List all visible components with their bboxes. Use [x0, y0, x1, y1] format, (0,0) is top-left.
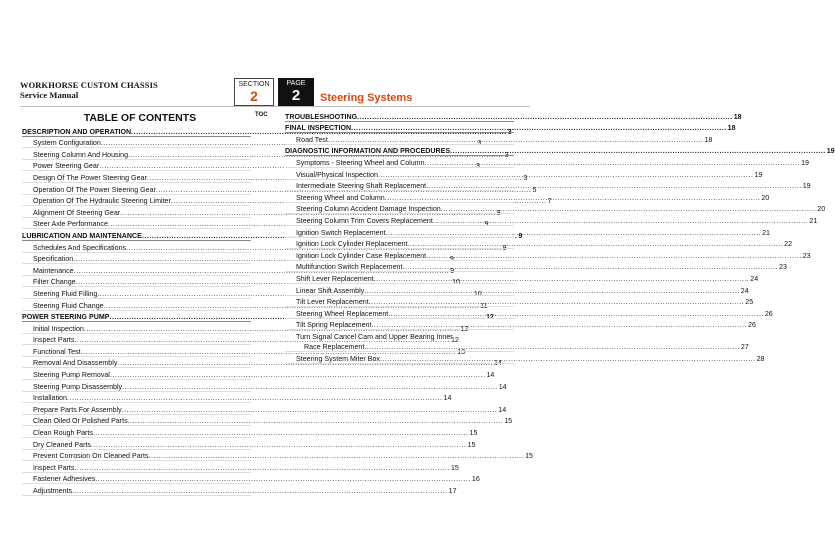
toc-entry-page: 18: [733, 112, 742, 121]
toc-leader-dots: [91, 441, 467, 449]
toc-entry-title: Maintenance: [33, 266, 74, 275]
toc-entry-page: 14: [443, 394, 452, 403]
toc-entry-page: 9: [450, 266, 455, 275]
toc-entry-title: Steering Column Trim Covers Replacement: [296, 216, 433, 225]
toc-entry[interactable]: [285, 261, 787, 273]
toc-entry-page: 9: [449, 255, 454, 264]
toc-entry-title: Prepare Parts For Assembly: [33, 405, 122, 414]
toc-entry-title: Visual/Physical Inspection: [296, 170, 378, 179]
page-label: PAGE: [286, 80, 306, 87]
toc-entry-page: 10: [473, 289, 482, 298]
toc-entry[interactable]: [285, 168, 763, 180]
toc-entry-page: 28: [756, 355, 765, 364]
toc-entry-title: Steering Pump Removal: [33, 371, 110, 380]
toc-entry-page: 14: [486, 371, 495, 380]
toc-entry-page: 7: [547, 197, 552, 206]
toc-entry-page: 21: [809, 216, 818, 225]
toc-section-heading[interactable]: [285, 110, 742, 122]
toc-entry-title: Multifunction Switch Replacement: [296, 263, 403, 272]
toc-right-column: [285, 110, 835, 364]
brand-name: WORKHORSE CUSTOM CHASSIS: [20, 80, 158, 90]
toc-entry-page: 3: [523, 173, 528, 182]
toc-entry[interactable]: [285, 341, 749, 353]
toc-entry-title: Operation Of The Hydraulic Steering Limiter: [33, 197, 171, 206]
toc-entry-title: Ignition Switch Replacement: [296, 228, 386, 237]
toc-entry-title: FINAL INSPECTION: [285, 124, 352, 133]
toc-section-heading[interactable]: [285, 122, 736, 134]
toc-entry-page: 10: [452, 278, 461, 287]
toc-entry-title: Symptoms - Steering Wheel and Column: [296, 158, 425, 167]
toc-leader-dots: [385, 194, 761, 202]
toc-entry-title: Steering Fluid Change: [33, 301, 104, 310]
toc-leader-dots: [371, 321, 747, 329]
toc-entry-page: 20: [761, 193, 770, 202]
toc-entry-page: 22: [784, 240, 793, 249]
toc-entry-page: 5: [532, 185, 537, 194]
toc-leader-dots: [426, 182, 802, 190]
toc-entry-title: Linear Shift Assembly: [296, 286, 365, 295]
toc-entry-page: 26: [748, 321, 756, 330]
toc-entry[interactable]: [22, 403, 507, 415]
toc-leader-dots: [402, 263, 778, 271]
toc-entry-page: 3: [504, 150, 509, 159]
toc-entry-page: 23: [779, 263, 787, 272]
toc-entry[interactable]: [285, 272, 759, 287]
toc-entry[interactable]: [22, 415, 513, 427]
toc-entry-title: TROUBLESHOOTING: [285, 112, 358, 121]
toc-entry-title: Removal And Disassembly: [33, 359, 118, 368]
toc-entry[interactable]: [22, 450, 533, 462]
brand-block: [20, 80, 158, 100]
toc-entry-title: System Configuration: [33, 139, 101, 148]
toc-entry-title: Steering Wheel and Column: [296, 193, 385, 202]
toc-leader-dots: [408, 240, 784, 248]
toc-leader-dots: [441, 205, 817, 213]
toc-section-heading[interactable]: [285, 145, 835, 157]
toc-entry-title: Power Steering Gear: [33, 162, 100, 171]
toc-leader-dots: [450, 147, 826, 155]
toc-leader-dots: [122, 383, 498, 391]
toc-entry[interactable]: [22, 461, 459, 473]
brand-subtitle: Service Manual: [20, 90, 79, 100]
toc-entry-page: 18: [727, 124, 736, 133]
toc-entry-title: Design Of The Power Steering Gear: [33, 173, 147, 182]
toc-leader-dots: [374, 275, 750, 283]
section-number: 2: [250, 88, 258, 104]
toc-entry-page: 20: [817, 205, 826, 214]
toc-entry-page: 12: [460, 324, 469, 333]
toc-entry-title: Intermediate Steering Shaft Replacement: [296, 182, 427, 191]
toc-leader-dots: [351, 124, 727, 132]
toc-entry-title: POWER STEERING PUMP: [22, 313, 110, 322]
toc-entry[interactable]: [285, 214, 818, 229]
toc-entry-page: 14: [498, 405, 507, 414]
toc-leader-dots: [388, 310, 764, 318]
toc-entry-page: 15: [467, 440, 476, 449]
toc-leader-dots: [128, 417, 504, 425]
toc-entry-title: Tilt Spring Replacement: [296, 321, 372, 330]
toc-entry-page: 9: [484, 220, 489, 229]
toc-entry-page: 15: [525, 452, 533, 461]
toc-entry[interactable]: [285, 203, 826, 215]
toc-entry-page: 12: [450, 336, 459, 345]
toc-entry-page: 9: [518, 231, 523, 240]
toc-leader-dots: [110, 371, 486, 379]
toc-entry[interactable]: [22, 484, 457, 496]
toc-entry-title: Installation: [33, 394, 67, 403]
toc-leader-dots: [357, 113, 733, 121]
toc-entry-title: Race Replacement: [304, 343, 365, 352]
toc-entry-title: Inspect Parts: [33, 463, 75, 472]
toc-entry[interactable]: [285, 133, 713, 148]
toc-leader-dots: [378, 171, 754, 179]
toc-entry-title: Clean Oiled Or Polished Parts: [33, 417, 128, 426]
toc-entry-title: Functional Test: [33, 347, 81, 356]
toc-entry-page: 24: [740, 286, 749, 295]
toc-leader-dots: [149, 452, 525, 460]
toc-leader-dots: [426, 252, 802, 260]
toc-leader-dots: [433, 217, 809, 225]
toc-entry-page: 26: [764, 309, 773, 318]
toc-entry[interactable]: [285, 330, 514, 341]
toc-entry-page: 14: [498, 382, 507, 391]
toc-entry-page: 3: [477, 139, 482, 148]
toc-entry-page: 18: [704, 135, 713, 144]
toc-entry-title: Filter Change: [33, 278, 76, 287]
toc-entry-page: 8: [496, 208, 501, 217]
page-number: 2: [291, 87, 301, 104]
toc-entry-title: Schedules And Specifications: [33, 243, 127, 252]
header-divider: [20, 106, 530, 107]
toc-entry[interactable]: [22, 368, 495, 380]
toc-entry-page: 15: [450, 463, 459, 472]
toc-entry-title: Steering Fluid Filling: [33, 289, 98, 298]
toc-entry[interactable]: [22, 426, 478, 438]
toc-entry-page: 21: [762, 228, 770, 237]
toc-tag: TOC: [255, 112, 268, 118]
toc-entry-page: 15: [504, 417, 513, 426]
toc-leader-dots: [122, 406, 498, 414]
toc-entry-title: DESCRIPTION AND OPERATION: [22, 127, 132, 136]
toc-entry-title: Adjustments: [33, 487, 73, 495]
toc-entry-page: 19: [802, 182, 811, 191]
toc-entry-page: 25: [745, 298, 754, 307]
toc-leader-dots: [364, 343, 740, 351]
toc-leader-dots: [369, 298, 745, 306]
toc-entry-title: Operation Of The Power Steering Gear: [33, 185, 156, 194]
toc-entry[interactable]: [22, 392, 452, 404]
toc-entry-title: Clean Rough Parts: [33, 429, 93, 438]
toc-entry[interactable]: [285, 238, 793, 250]
toc-entry-page: 15: [469, 429, 478, 438]
toc-entry[interactable]: [285, 296, 754, 308]
toc-entry-title: Road Test: [296, 135, 328, 144]
toc-entry[interactable]: [22, 473, 480, 485]
toc-entry-page: 17: [448, 487, 457, 495]
toc-entry[interactable]: [285, 352, 765, 364]
toc-entry[interactable]: [285, 156, 809, 171]
toc-entry-page: 16: [471, 475, 480, 484]
toc-entry-page: 12: [486, 313, 494, 322]
toc-leader-dots: [386, 229, 762, 237]
toc-entry[interactable]: [285, 191, 770, 203]
toc-entry[interactable]: [285, 284, 749, 296]
toc-entry-page: 3: [475, 162, 480, 171]
toc-entry-page: 19: [801, 158, 809, 167]
toc-leader-dots: [95, 475, 471, 483]
toc-leader-dots: [425, 159, 801, 167]
toc-entry-page: 11: [480, 301, 488, 310]
toc-leader-dots: [93, 429, 469, 437]
toc-leader-dots: [74, 464, 450, 472]
toc-entry-page: 19: [754, 170, 763, 179]
toc-entry-title: Steer Axle Performance: [33, 220, 108, 229]
section-label: SECTION: [238, 81, 270, 88]
toc-entry-page: 23: [802, 251, 811, 260]
toc-entry[interactable]: [285, 319, 756, 331]
toc-entry-title: Steering Wheel Replacement: [296, 309, 389, 318]
toc-entry-page: 27: [740, 343, 749, 352]
toc-entry-title: Specification: [33, 255, 74, 264]
toc-entry-title: Ignition Lock Cylinder Case Replacement: [296, 251, 427, 260]
toc-entry[interactable]: [285, 307, 773, 322]
toc-entry-page: 3: [507, 127, 512, 136]
toc-entry-title: Prevent Corrosion On Cleaned Parts: [33, 452, 149, 461]
toc-entry-page: 19: [826, 147, 835, 156]
toc-leader-dots: [328, 136, 704, 144]
toc-title: TABLE OF CONTENTS: [83, 112, 197, 124]
section-box: [234, 78, 274, 106]
toc-entry-title: Shift Lever Replacement: [296, 274, 374, 283]
toc-entry-title: Turn Signal Cancel Cam and Upper Bearing Inner: [296, 332, 453, 341]
toc-entry-title: Ignition Lock Cylinder Replacement: [296, 240, 408, 249]
toc-entry-title: Alignment Of Steering Gear: [33, 208, 121, 217]
toc-entry-title: Steering System Miter Box: [296, 355, 380, 364]
toc-entry-title: Steering Pump Disassembly: [33, 382, 123, 391]
toc-leader-dots: [364, 287, 740, 295]
toc-entry-title: LUBRICATION AND MAINTENANCE: [22, 231, 142, 240]
toc-leader-dots: [72, 487, 448, 495]
toc-entry-title: Steering Column And Housing: [33, 150, 129, 159]
toc-entry-page: 9: [502, 243, 507, 252]
page-box: [278, 78, 314, 106]
toc-entry-title: Initial Inspection: [33, 324, 84, 333]
toc-entry-title: Inspect Parts: [33, 336, 75, 345]
toc-entry-title: Steering Column Accident Damage Inspection: [296, 205, 441, 214]
toc-leader-dots: [67, 394, 443, 402]
toc-entry[interactable]: [285, 180, 811, 192]
toc-entry[interactable]: [22, 438, 476, 450]
toc-leader-dots: [380, 355, 756, 363]
toc-entry-title: Tilt Lever Replacement: [296, 298, 369, 307]
toc-entry[interactable]: [285, 249, 811, 264]
toc-entry-page: 14: [493, 359, 502, 368]
toc-entry-title: DIAGNOSTIC INFORMATION AND PROCEDURES: [285, 147, 451, 156]
toc-entry[interactable]: [22, 380, 507, 392]
toc-entry-page: 13: [457, 347, 466, 356]
toc-entry-title: Fastener Adhesives: [33, 475, 96, 484]
toc-entry-title: Dry Cleaned Parts: [33, 440, 91, 449]
toc-entry-page: 24: [750, 274, 759, 283]
toc-entry[interactable]: [285, 226, 770, 238]
chapter-title: Steering Systems: [320, 92, 413, 104]
